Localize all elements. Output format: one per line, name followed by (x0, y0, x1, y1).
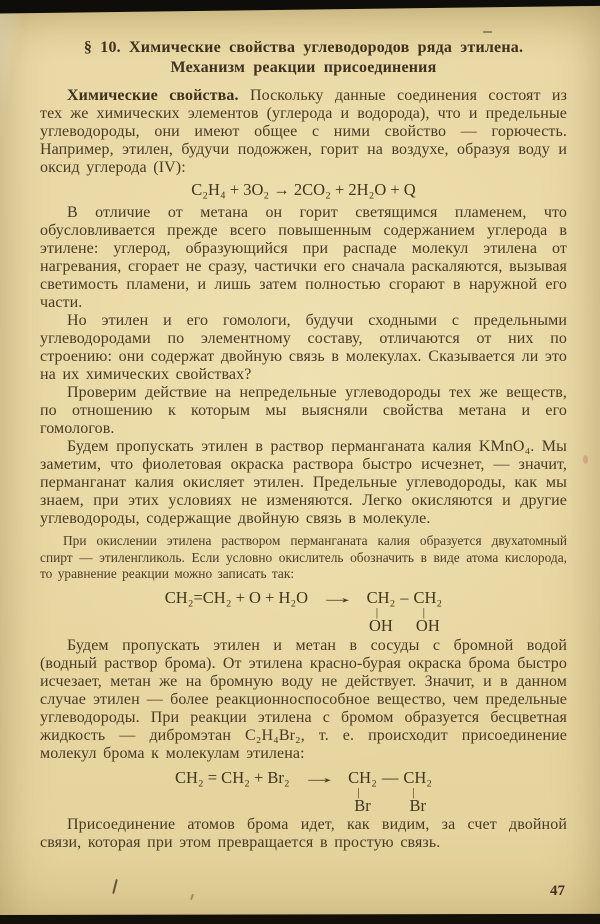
formula-glycol (40, 588, 567, 633)
single-bond-icon: – (400, 587, 409, 607)
vertical-bond-icon: | (357, 784, 360, 799)
page-number: 47 (550, 883, 565, 899)
formula-glycol-reactants: CH₂=CH₂ + O + H₂O (164, 587, 309, 607)
formula-glycol-product (367, 588, 443, 633)
section-title (40, 38, 567, 78)
ink-mark (112, 879, 118, 894)
scan-speck (190, 894, 194, 900)
paragraph-check-action: Проверим действие на непредельные углеводороды тех же веществ, по отношению к которым мы выясняли свойства метана и его гомологов. (40, 384, 567, 437)
single-bond-icon: — (381, 767, 399, 787)
paragraph-chemical-properties-text: Поскольку данные соединения состоят из тех же химических элементов (углерода и водорода), что и предельные углеводороды, они имеют общее с ними свойство — горючесть. Например, этилен, будучи подожжен, горит на воздухе, образуя воду и оксид углерода (IV): (40, 87, 567, 176)
paragraph-lead-chemical-properties: Химические свойства. (67, 87, 239, 104)
formula-dibromoethane-product-ch2-left: CH₂ (348, 767, 377, 787)
paragraph-chemical-properties (40, 87, 567, 177)
formula-glycol-product-oh-left: OH (368, 615, 393, 635)
scan-speck (483, 31, 492, 33)
formula-dibromoethane-product-ch2-right: CH₂ (403, 767, 433, 787)
formula-dibromoethane-product-br-right: Br (409, 795, 426, 815)
vertical-bond-icon: | (422, 604, 426, 619)
paragraph-luminous-flame: В отличие от метана он горит светящимся пламенем, что обусловливается прежде всего повышенным содержанием углерода в этилене: углерод, образующийся при распаде молекул этилена от нагревания, сгорает не сразу, частички его сначала раскаляются, вызывая светимость пламени, и лишь затем полностью сгорают в наружной его части. (40, 204, 567, 311)
formula-glycol-product-oh-right: OH (415, 615, 440, 635)
vertical-bond-icon: | (412, 784, 415, 799)
section-title-line1: § 10. Химические свойства углеводородов ряда этилена. (83, 39, 524, 56)
paragraph-bromine-water: Будем пропускать этилен и метан в сосуды с бромной водой (водный раствор брома). От этилена красно-бурая окраска брома быстро исчезает, метан же на бромную воду не действует. Значит, и в данном случае этилен — более реакционноспособное вещество, чем предельные углеводороды. При реакции этилена с бромом образуется бесцветная жидкость — дибромэтан C₂H₄Br₂, т. е. происходит присоединение молекул брома к молекулам этилена: (40, 636, 567, 762)
scan-edge-bottom (0, 913, 600, 924)
formula-dibromoethane-reactants: CH₂ = CH₂ + Br₂ (174, 767, 290, 787)
formula-glycol-product-ch2-right: CH₂ (413, 587, 443, 607)
paragraph-conclusion: Присоединение атомов брома идет, как видим, за счет двойной связи, которая при этом превращается в простую связь. (40, 815, 567, 851)
formula-dibromoethane-product (348, 768, 432, 813)
paragraph-double-bond: Но этилен и его гомологи, будучи сходными с предельными углеводородами по элементному составу, отличаются от них по строению: они содержат двойную связь в молекулах. Сказывается ли это на их химических свойствах? (40, 312, 567, 383)
vertical-bond-icon: | (375, 604, 379, 619)
formula-dibromoethane-product-br-left: Br (354, 795, 371, 815)
paragraph-permanganate: Будем пропускать этилен в раствор перманганата калия KMnO₄. Мы заметим, что фиолетовая окраска раствора быстро исчезнет, — значит, перманганат калия окисляет этилен. Предельные углеводороды, как мы знаем, при этих условиях не изменяются. Легко окисляются и другие углеводороды, содержащие двойную связь в молекуле. (40, 438, 567, 527)
note-small-print-glycol: При окислении этилена раствором перманганата калия образуется двухатомный спирт — этиленгликоль. Если условно окислитель обозначить в виде атома кислорода, то уравнение реакции можно записать так: (40, 533, 567, 581)
right-arrow-icon: → (318, 587, 357, 607)
formula-glycol-product-ch2-left: CH₂ (366, 587, 396, 607)
formula-combustion: C₂H₄ + 3O₂ → 2CO₂ + 2H₂O + Q (191, 180, 416, 199)
section-title-line2: Механизм реакции присоединения (170, 59, 437, 76)
formula-dibromoethane (40, 768, 567, 813)
scan-speck (583, 455, 588, 464)
right-arrow-icon: → (299, 767, 338, 787)
